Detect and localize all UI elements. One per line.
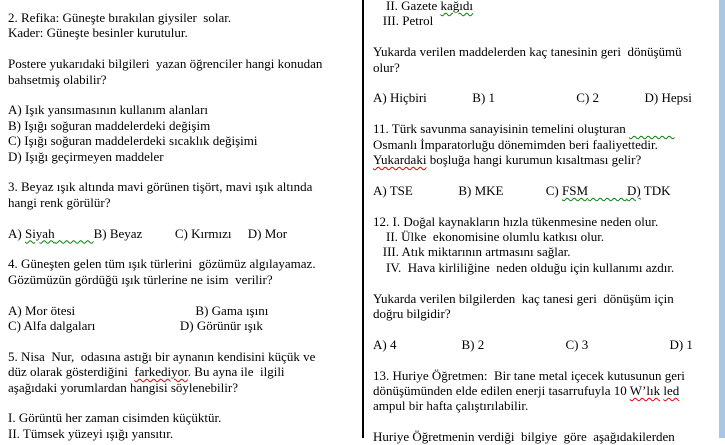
spellcheck-green-word: kağıdı bbox=[440, 0, 473, 13]
spellcheck-green-word: Siyah bbox=[24, 225, 55, 241]
text-line: Osmanlı İmparatorluğu dönemimden beri faaliyettedir. bbox=[373, 136, 658, 152]
text-line: 3. Beyaz ışık altında mavi görünen tişört, mavi ışık altında bbox=[8, 179, 313, 195]
text-segment: boşluğa hangi kurumun kısaltması gelir? bbox=[426, 152, 642, 168]
text-line: C) Işığı soğuran maddelerdeki sıcaklık değişimi bbox=[8, 133, 258, 149]
text-line: C) Alfa dalgaları D) Görünür ışık bbox=[8, 318, 263, 334]
spellcheck-red-word: led bbox=[663, 383, 680, 399]
page-right-border bbox=[719, 0, 725, 438]
right-text-column bbox=[373, 0, 717, 445]
text-line bbox=[8, 395, 358, 410]
text-line: doğru bilgidir? bbox=[373, 306, 451, 322]
text-line bbox=[373, 383, 717, 398]
text-line: Gözümüzün gördüğü ışık türlerine ne isim verilir? bbox=[8, 271, 273, 287]
text-line: ampul bir hafta çalıştırılabilir. bbox=[373, 398, 529, 414]
text-line: I. Görüntü her zaman cisimden küçüktür. bbox=[8, 410, 222, 426]
spellcheck-green-word bbox=[588, 183, 627, 198]
text-line: bahsetmiş olabilir? bbox=[8, 71, 107, 87]
text-line: IV. Hava kirliliğine neden olduğu için kullanımı azdır. bbox=[373, 259, 675, 275]
text-line: A) 4 B) 2 C) 3 D) 1 bbox=[373, 336, 693, 352]
text-line bbox=[373, 167, 717, 182]
text-line: 4. Güneşten gelen tüm ışık türlerini gözümüz algılayamaz. bbox=[8, 256, 316, 272]
spellcheck-green-word: D) bbox=[627, 182, 641, 198]
text-line: 2. Refika: Güneşte bırakılan giysiler solar. bbox=[8, 10, 232, 25]
spellcheck-red-word: Yukardaki bbox=[373, 152, 427, 168]
text-line: Yukarda verilen maddelerden kaç tanesinin geri dönüşümü bbox=[373, 44, 682, 60]
text-line: III. Atık miktarının artmasını sağlar. bbox=[373, 244, 571, 260]
text-line bbox=[373, 321, 717, 336]
text-line bbox=[373, 29, 717, 44]
text-segment: dönüşümünden elde edilen enerji tasarrufuyla 10 bbox=[373, 383, 630, 399]
text-line bbox=[373, 106, 717, 121]
text-line: olur? bbox=[373, 59, 400, 75]
text-line: hangi renk görülür? bbox=[8, 194, 111, 210]
spellcheck-green-word bbox=[55, 226, 94, 241]
text-segment: II. Gazete bbox=[373, 0, 441, 13]
text-line bbox=[8, 241, 358, 256]
text-line bbox=[8, 210, 358, 225]
text-segment: TDK bbox=[640, 182, 671, 198]
text-line bbox=[8, 364, 358, 379]
text-line: 12. I. Doğal kaynakların hızla tükenmesine neden olur. bbox=[373, 213, 659, 229]
text-line bbox=[373, 198, 717, 213]
text-line: A) Mor ötesi B) Gama ışını bbox=[8, 302, 269, 318]
text-line bbox=[8, 287, 358, 302]
text-line bbox=[8, 164, 358, 179]
text-line bbox=[373, 275, 717, 290]
text-segment: A) bbox=[8, 225, 25, 241]
text-line bbox=[8, 333, 358, 348]
text-line bbox=[373, 0, 717, 13]
text-line: 5. Nisa Nur, odasına astığı bir aynanın kendisini küçük ve bbox=[8, 348, 316, 364]
left-text-column bbox=[8, 10, 358, 441]
text-line: D) Işığı geçirmeyen maddeler bbox=[8, 148, 164, 164]
text-line: Huriye Öğretmenin verdiği bilgiye göre aşağıdakilerden bbox=[373, 429, 675, 445]
text-line: Yukarda verilen bilgilerden kaç tanesi geri dönüşüm için bbox=[373, 290, 674, 306]
text-line bbox=[373, 121, 717, 136]
text-line: II. Tümsek yüzeyi ışığı yansıtır. bbox=[8, 425, 174, 441]
text-line bbox=[373, 75, 717, 90]
text-segment: A) TSE B) MKE C) bbox=[373, 182, 562, 198]
text-line bbox=[8, 226, 358, 241]
text-segment: 11. Türk savunma sanayisinin temelini oluşturan bbox=[373, 121, 629, 137]
text-line: Postere yukarıdaki bilgileri yazan öğrenciler hangi konudan bbox=[8, 56, 323, 72]
column-divider-line bbox=[362, 0, 364, 438]
text-line: II. Ülke ekonomisine olumlu katkısı olur. bbox=[373, 229, 605, 245]
text-line bbox=[373, 414, 717, 429]
text-line: 13. Huriye Öğretmen: Bir tane metal içecek kutusunun geri bbox=[373, 367, 685, 383]
text-line: aşağıdaki yorumlardan hangisi söylenebilir? bbox=[8, 379, 238, 395]
text-line bbox=[373, 152, 717, 167]
spellcheck-green-word: FSM bbox=[561, 182, 589, 198]
text-line bbox=[8, 87, 358, 102]
text-line: A) Hiçbiri B) 1 C) 2 D) Hepsi bbox=[373, 90, 692, 106]
text-line bbox=[8, 41, 358, 56]
spellcheck-red-word: W’lık bbox=[629, 383, 661, 399]
text-segment: düz olarak gösterdiğini bbox=[8, 364, 135, 380]
text-line bbox=[373, 183, 717, 198]
spellcheck-green-word bbox=[629, 121, 675, 136]
spellcheck-red-word: farkediyor bbox=[134, 364, 188, 380]
text-segment: . Bu ayna ile ilgili bbox=[187, 364, 285, 380]
text-segment: B) Beyaz C) Kırmızı D) Mor bbox=[93, 225, 288, 241]
text-line: B) Işığı soğuran maddelerdeki değişim bbox=[8, 117, 211, 133]
text-line bbox=[373, 352, 717, 367]
text-line: A) Işık yansımasının kullanım alanları bbox=[8, 102, 209, 118]
text-line: III. Petrol bbox=[373, 13, 434, 29]
text-line: Kader: Güneşte besinler kurutulur. bbox=[8, 25, 188, 41]
